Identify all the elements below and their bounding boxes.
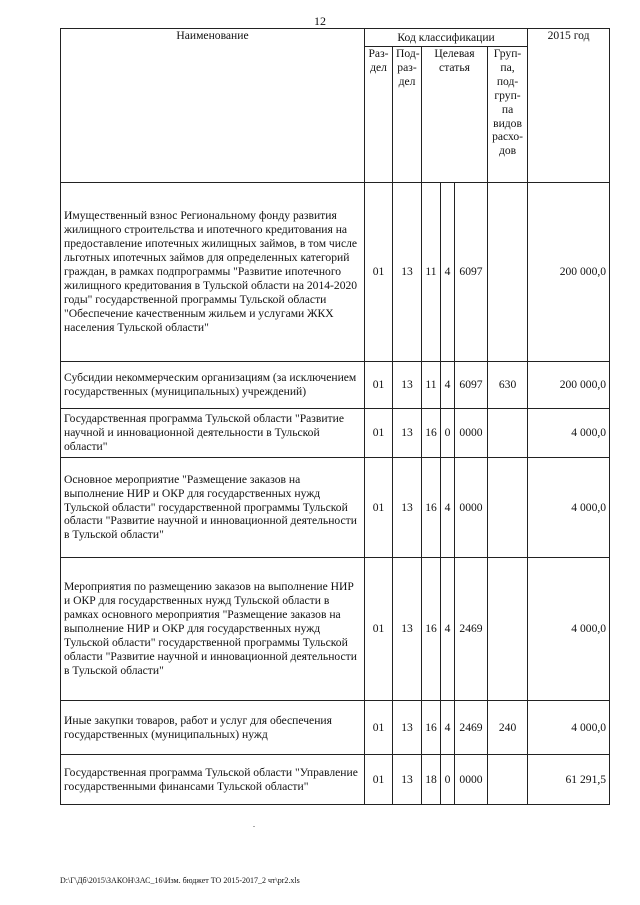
row-name: Иные закупки товаров, работ и услуг для обеспечения государственных (муниципальных) нужд bbox=[61, 701, 365, 755]
row-target-2: 4 bbox=[441, 183, 455, 362]
row-subsection: 13 bbox=[393, 183, 422, 362]
row-expense-type bbox=[488, 558, 528, 701]
row-name: Мероприятия по размещению заказов на выполнение НИР и ОКР для государственных нужд Тульской области в рамках основного мероприятия "Размещение заказов на выполнение НИР и ОКР для государственных нужд Тульской области" государственной программы Тульской области "Развитие научной и инновационной деятельности в Тульской области" bbox=[61, 558, 365, 701]
row-subsection: 13 bbox=[393, 755, 422, 805]
table-row bbox=[61, 362, 610, 409]
row-expense-type bbox=[488, 409, 528, 458]
row-target-3: 2469 bbox=[455, 701, 488, 755]
row-amount: 4 000,0 bbox=[528, 558, 610, 701]
header-code-group: Код классификации bbox=[365, 29, 528, 47]
row-amount: 200 000,0 bbox=[528, 183, 610, 362]
row-target-3: 6097 bbox=[455, 362, 488, 409]
row-amount: 4 000,0 bbox=[528, 458, 610, 558]
row-target-1: 16 bbox=[422, 701, 441, 755]
row-name: Государственная программа Тульской области "Управление государственными финансами Тульской области" bbox=[61, 755, 365, 805]
table-row bbox=[61, 458, 610, 558]
page-number: 12 bbox=[314, 14, 326, 28]
row-subsection: 13 bbox=[393, 701, 422, 755]
row-name: Субсидии некоммерческим организациям (за исключением государственных (муниципальных) учреждений) bbox=[61, 362, 365, 409]
header-section: Раз-дел bbox=[365, 47, 393, 183]
row-section: 01 bbox=[365, 701, 393, 755]
row-target-1: 11 bbox=[422, 362, 441, 409]
row-name: Государственная программа Тульской области "Развитие научной и инновационной деятельности в Тульской области" bbox=[61, 409, 365, 458]
table-row bbox=[61, 701, 610, 755]
row-section: 01 bbox=[365, 458, 393, 558]
row-target-1: 16 bbox=[422, 558, 441, 701]
row-expense-type: 240 bbox=[488, 701, 528, 755]
row-section: 01 bbox=[365, 755, 393, 805]
row-target-2: 4 bbox=[441, 458, 455, 558]
budget-table bbox=[60, 28, 610, 805]
row-section: 01 bbox=[365, 409, 393, 458]
row-target-1: 18 bbox=[422, 755, 441, 805]
row-section: 01 bbox=[365, 558, 393, 701]
row-subsection: 13 bbox=[393, 458, 422, 558]
row-target-1: 16 bbox=[422, 458, 441, 558]
row-expense-type bbox=[488, 458, 528, 558]
row-section: 01 bbox=[365, 362, 393, 409]
row-amount: 61 291,5 bbox=[528, 755, 610, 805]
row-target-3: 6097 bbox=[455, 183, 488, 362]
row-amount: 4 000,0 bbox=[528, 409, 610, 458]
row-target-3: 0000 bbox=[455, 458, 488, 558]
row-subsection: 13 bbox=[393, 409, 422, 458]
header-name: Наименование bbox=[61, 29, 365, 183]
header-target-article: Целевая статья bbox=[422, 47, 488, 183]
row-target-2: 0 bbox=[441, 409, 455, 458]
row-target-1: 11 bbox=[422, 183, 441, 362]
table-row bbox=[61, 558, 610, 701]
row-target-2: 4 bbox=[441, 701, 455, 755]
table-row bbox=[61, 755, 610, 805]
footer-file-path: D:\Г\Дб\2015\ЗАКОН\ЗАС_16\Изм. бюджет ТО 2015-2017_2 чт\pr2.xls bbox=[60, 876, 300, 885]
row-target-2: 4 bbox=[441, 558, 455, 701]
header-subsection: Под-раз-дел bbox=[393, 47, 422, 183]
header-expense-group: Груп-па, под-груп-па видов расхо-дов bbox=[488, 47, 528, 183]
row-expense-type bbox=[488, 755, 528, 805]
row-target-3: 2469 bbox=[455, 558, 488, 701]
row-target-3: 0000 bbox=[455, 409, 488, 458]
row-expense-type: 630 bbox=[488, 362, 528, 409]
row-subsection: 13 bbox=[393, 362, 422, 409]
row-target-3: 0000 bbox=[455, 755, 488, 805]
row-target-2: 4 bbox=[441, 362, 455, 409]
row-subsection: 13 bbox=[393, 558, 422, 701]
row-target-1: 16 bbox=[422, 409, 441, 458]
row-amount: 4 000,0 bbox=[528, 701, 610, 755]
table-row bbox=[61, 183, 610, 362]
table-row bbox=[61, 409, 610, 458]
header-year: 2015 год bbox=[528, 29, 610, 183]
row-amount: 200 000,0 bbox=[528, 362, 610, 409]
row-name: Имущественный взнос Региональному фонду развития жилищного строительства и ипотечного кредитования на предоставление ипотечных жилищных займов, в том числе льготных ипотечных займов для определенных категорий граждан, в рамках подпрограммы "Развитие ипотечного жилищного кредитования в Тульской области на 2014-2020 годы" государственной программы Тульской области "Обеспечение качественным жильем и услугами ЖКХ населения Тульской области" bbox=[61, 183, 365, 362]
scan-speck: . bbox=[253, 820, 255, 829]
row-name: Основное мероприятие "Размещение заказов на выполнение НИР и ОКР для государственных нужд Тульской области" государственной программы Тульской области "Развитие научной и инновационной деятельности в Тульской области" bbox=[61, 458, 365, 558]
row-expense-type bbox=[488, 183, 528, 362]
row-target-2: 0 bbox=[441, 755, 455, 805]
row-section: 01 bbox=[365, 183, 393, 362]
